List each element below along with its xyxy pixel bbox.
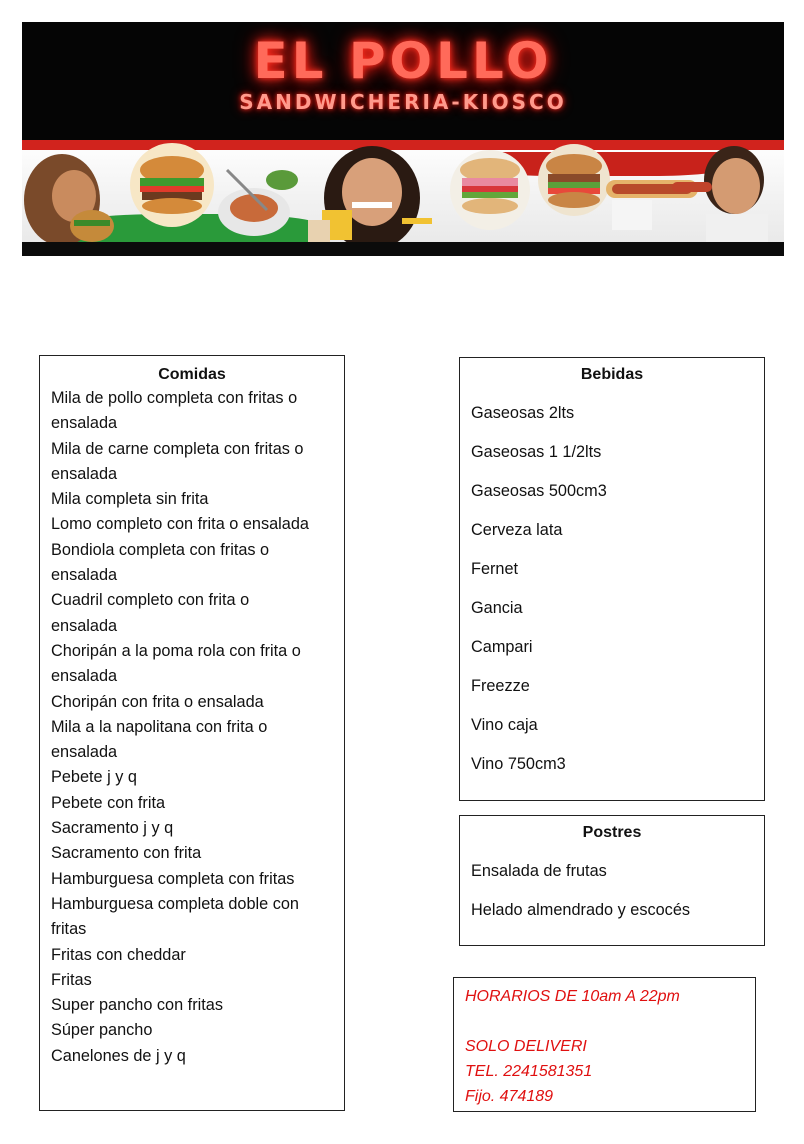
delivery-note: SOLO DELIVERI — [465, 1038, 587, 1055]
list-item: Gaseosas 2lts — [471, 404, 575, 422]
pasta-plate-icon — [218, 170, 298, 236]
list-item: Ensalada de frutas — [471, 862, 607, 880]
list-item: Lomo completo con frita o ensalada — [51, 515, 309, 534]
phone-number: TEL. 2241581351 — [465, 1063, 593, 1080]
list-item: Sacramento con frita — [51, 844, 202, 863]
list-item: Cuadril completo con frita o — [51, 591, 250, 610]
list-item: Mila completa sin frita — [51, 490, 209, 509]
contact-info-box — [453, 977, 756, 1112]
list-item: Pebete j y q — [51, 768, 137, 787]
header-banner — [22, 22, 784, 256]
banner-photo-strip — [22, 140, 784, 244]
list-item: Hamburguesa completa con fritas — [51, 869, 295, 888]
list-item: ensalada — [51, 414, 118, 433]
list-item: Sacramento j y q — [51, 819, 174, 838]
list-item: Vino caja — [471, 716, 538, 734]
bebidas-menu-box — [459, 357, 765, 801]
list-item: Fernet — [471, 560, 519, 578]
landline-number: Fijo. 474189 — [465, 1088, 554, 1105]
list-item: Choripán a la poma rola con frita o — [51, 641, 301, 660]
postres-list — [460, 861, 764, 920]
list-item: ensalada — [51, 464, 118, 483]
list-item: Bondiola completa con fritas o — [51, 540, 270, 559]
burger-icon — [130, 143, 214, 227]
postres-heading: Postres — [582, 824, 642, 841]
list-item: Hamburguesa completa doble con — [51, 894, 299, 913]
list-item: Vino 750cm3 — [471, 755, 566, 773]
list-item: Mila a la napolitana con frita o — [51, 717, 268, 736]
list-item: Súper pancho — [51, 1021, 153, 1040]
list-item: Mila de carne completa con fritas o — [51, 439, 304, 458]
sandwich-icon — [450, 150, 530, 230]
banner-food-illustration — [22, 140, 784, 244]
steak-sandwich-icon — [538, 144, 610, 216]
opening-hours: HORARIOS DE 10am A 22pm — [465, 988, 680, 1005]
banner-title: EL POLLO — [253, 32, 553, 90]
list-item: Gaseosas 500cm3 — [471, 482, 607, 500]
list-item: Gancia — [471, 599, 523, 617]
bebidas-list — [460, 403, 764, 774]
comidas-menu-box — [39, 355, 345, 1111]
list-item: Pebete con frita — [51, 793, 166, 812]
list-item: Super pancho con fritas — [51, 996, 223, 1015]
banner-subtitle: SANDWICHERIA-KIOSCO — [239, 90, 567, 114]
comidas-heading: Comidas — [158, 366, 226, 383]
comidas-list — [40, 386, 344, 1069]
list-item: ensalada — [51, 743, 118, 762]
list-item: Fritas — [51, 970, 92, 989]
list-item: Cerveza lata — [471, 521, 563, 539]
list-item: Campari — [471, 638, 533, 656]
list-item: Helado almendrado y escocés — [471, 901, 691, 919]
list-item: Canelones de j y q — [51, 1046, 186, 1065]
bebidas-heading: Bebidas — [580, 366, 644, 383]
list-item: ensalada — [51, 566, 118, 585]
list-item: Fritas con cheddar — [51, 945, 186, 964]
boy-eating-icon — [24, 154, 114, 244]
list-item: Freezze — [471, 677, 530, 695]
list-item: fritas — [51, 920, 87, 939]
banner-bottom-edge — [22, 242, 784, 256]
list-item: ensalada — [51, 616, 118, 635]
list-item: Gaseosas 1 1/2lts — [471, 443, 602, 461]
list-item: Mila de pollo completa con fritas o — [51, 389, 298, 407]
girl-with-fries-icon — [308, 146, 432, 244]
list-item: ensalada — [51, 667, 118, 686]
list-item: Choripán con frita o ensalada — [51, 692, 264, 711]
postres-menu-box — [459, 815, 765, 946]
